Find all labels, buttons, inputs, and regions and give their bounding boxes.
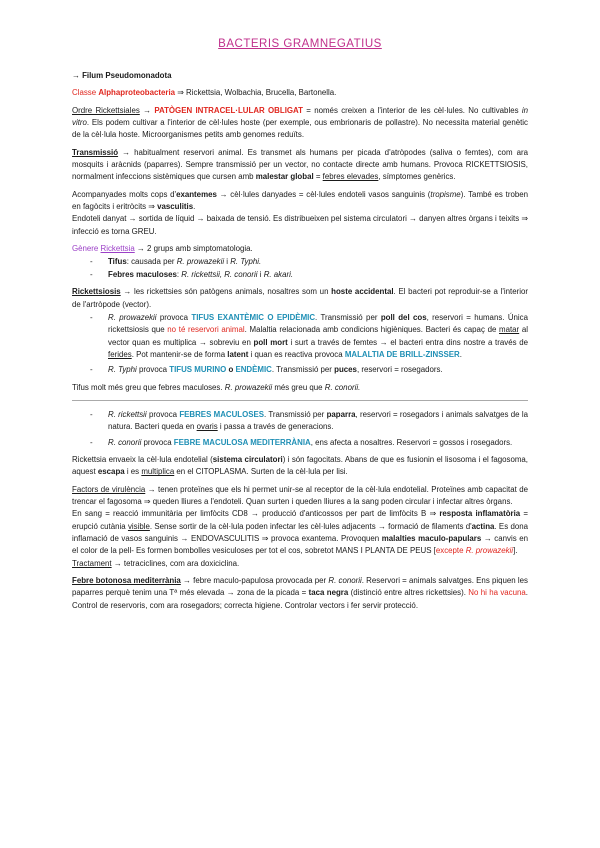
transmissio-paragraph: Transmissió → habitualment reservori animal. Es transmet als humans per picada d'atròpodes (saliva o femtes), com ara mosquits i aràcnids (paparres). Sempre transmissió per un vector, no contacte directe amb humans. Provoca RICKETTSIOSIS, normalment infeccions sistèmiques que cursen amb malestar global = febres elevades, símptomes genèrics. (72, 147, 528, 182)
divider (72, 400, 528, 401)
genere-line: Gènere Rickettsia → 2 grups amb simptomatologia. (72, 244, 253, 254)
tractament-line: Tractament → tetraciclines, com ara doxiciclina. (72, 558, 240, 568)
filum-line: → Filum Pseudomonadota (72, 71, 172, 80)
species-list-2 (72, 409, 528, 449)
list-item: - Febres maculoses: R. rickettsii, R. conorii i R. akari. (72, 269, 528, 281)
document-body (72, 70, 528, 617)
page-title: BACTERIS GRAMNEGATIUS (218, 38, 382, 50)
tifus-note: Tifus molt més greu que febres maculoses. R. prowazekii més greu que R. conorii. (72, 382, 361, 392)
rickettsiosis-paragraph: Rickettsiosis → les rickettsies són patògens animals, nosaltres som un hoste accidental. El bacteri pot reproduir-se a l'interior de l'artròpode (vector). (72, 287, 528, 309)
list-item: - R. prowazekii provoca TIFUS EXANTÈMIC O EPIDÈMIC. Transmissió per poll del cos, reservori = humans. Única rickettsiosis que no té reservori animal. Malaltia relacionada amb condicions higièniques. Bacteri és capaç de matar al vector quan es multiplica → sobreviu en poll mort i surt a través de femtes → el bacteri entra dins nostre a través de ferides. Pot mantenir-se de forma latent i quan es reactiva provoca MALALTIA DE BRILL-ZINSSER. (72, 312, 528, 361)
list-item: - R. rickettsii provoca FEBRES MACULOSES. Transmissió per paparra, reservori = rosegadors i animals salvatges de la natura. Bacteri queda en ovaris i passa a través de generacions. (72, 409, 528, 434)
febre-paragraph: Febre botonosa mediterrània → febre maculo-papulosa provocada per R. conorii. Reservori = animals salvatges. Ens piquen les paparres perquè tenim una Tª més elevada → zona de la picada = taca negra (distinció entre altres rickettsies). No hi ha vacuna. Control de reservoris, com ara rosegadors; correcta higiene. Controlar vectors i fer servir protecció. (72, 576, 528, 610)
list-item: - Tifus: causada per R. prowazekii i R. Typhi. (72, 256, 528, 268)
acompanyades-paragraph: Acompanyades molts cops d'exantemes → cèl·lules danyades = cèl·lules endoteli vasos sanguinis (tropisme). També es troben en fagòcits i eritròcits ⇒ vasculitis. Endoteli danyat → sortida de líquid → baixada de tensió. Es distribueixen pel sistema circulatori → danyen altres òrgans i teixits ⇒ infecció es torna GREU. (72, 189, 528, 236)
genere-list (72, 256, 528, 281)
classe-line: Classe Alphaproteobacteria ⇒ Rickettsia, Wolbachia, Brucella, Bartonella. (72, 88, 337, 98)
ordre-paragraph: Ordre Rickettsiales → PATÒGEN INTRACEL·LULAR OBLIGAT = només creixen a l'interior de les cèl·lules. No cultivables in vitro. Els podem cultivar a l'interior de cèl·lules hoste (per exemple, ous embrionaris de pollastre). No necessita material genètic de la cèl·lula hoste. Microorganismes petits amb genomes reduïts. (72, 105, 529, 140)
factors-paragraph: Factors de virulència → tenen proteïnes que els hi permet unir-se al receptor de la cèl·lula endotelial. Proteïnes amb capacitat de trencar el fagosoma ⇒ queden lliures a l'endoteli. Quan surten i queden lliures a la sang poden circular i infectar altres òrgans. En sang = reacció immunitària per limfòcits CD8 → producció d'anticossos per part de limfòcits B ⇒ resposta inflamatòria = erupció cutània visible. Sense sortir de la cèl·lula poden infectar les cèl·lules adjacents → formació de filaments d'actina. Es dona inflamació de vasos sanguinis → ENDOVASCULITIS ⇒ provoca exantema. Provoquen malalties maculo-papulars → canvis en el color de la pell- Es formen bombolles vesiculoses per tot el cos, sobretot MANS I PLANTA DE PEUS [excepte R. prowazekii]. (72, 484, 529, 556)
list-item: - R. conorii provoca FEBRE MACULOSA MEDITERRÀNIA, ens afecta a nosaltres. Reservori = gossos i rosegadors. (72, 437, 528, 449)
species-list-1 (72, 312, 528, 377)
envaeix-paragraph: Rickettsia envaeix la cèl·lula endotelial (sistema circulatori) i són fagocitats. Abans de que es fusionin el lisosoma i el fagosoma, aquest escapa i es multiplica en el CITOPLASMA. Surten de la cèl·lula per lisi. (72, 454, 529, 477)
list-item: - R. Typhi provoca TIFUS MURINO o ENDÈMIC. Transmissió per puces, reservori = rosegadors. (72, 364, 528, 376)
